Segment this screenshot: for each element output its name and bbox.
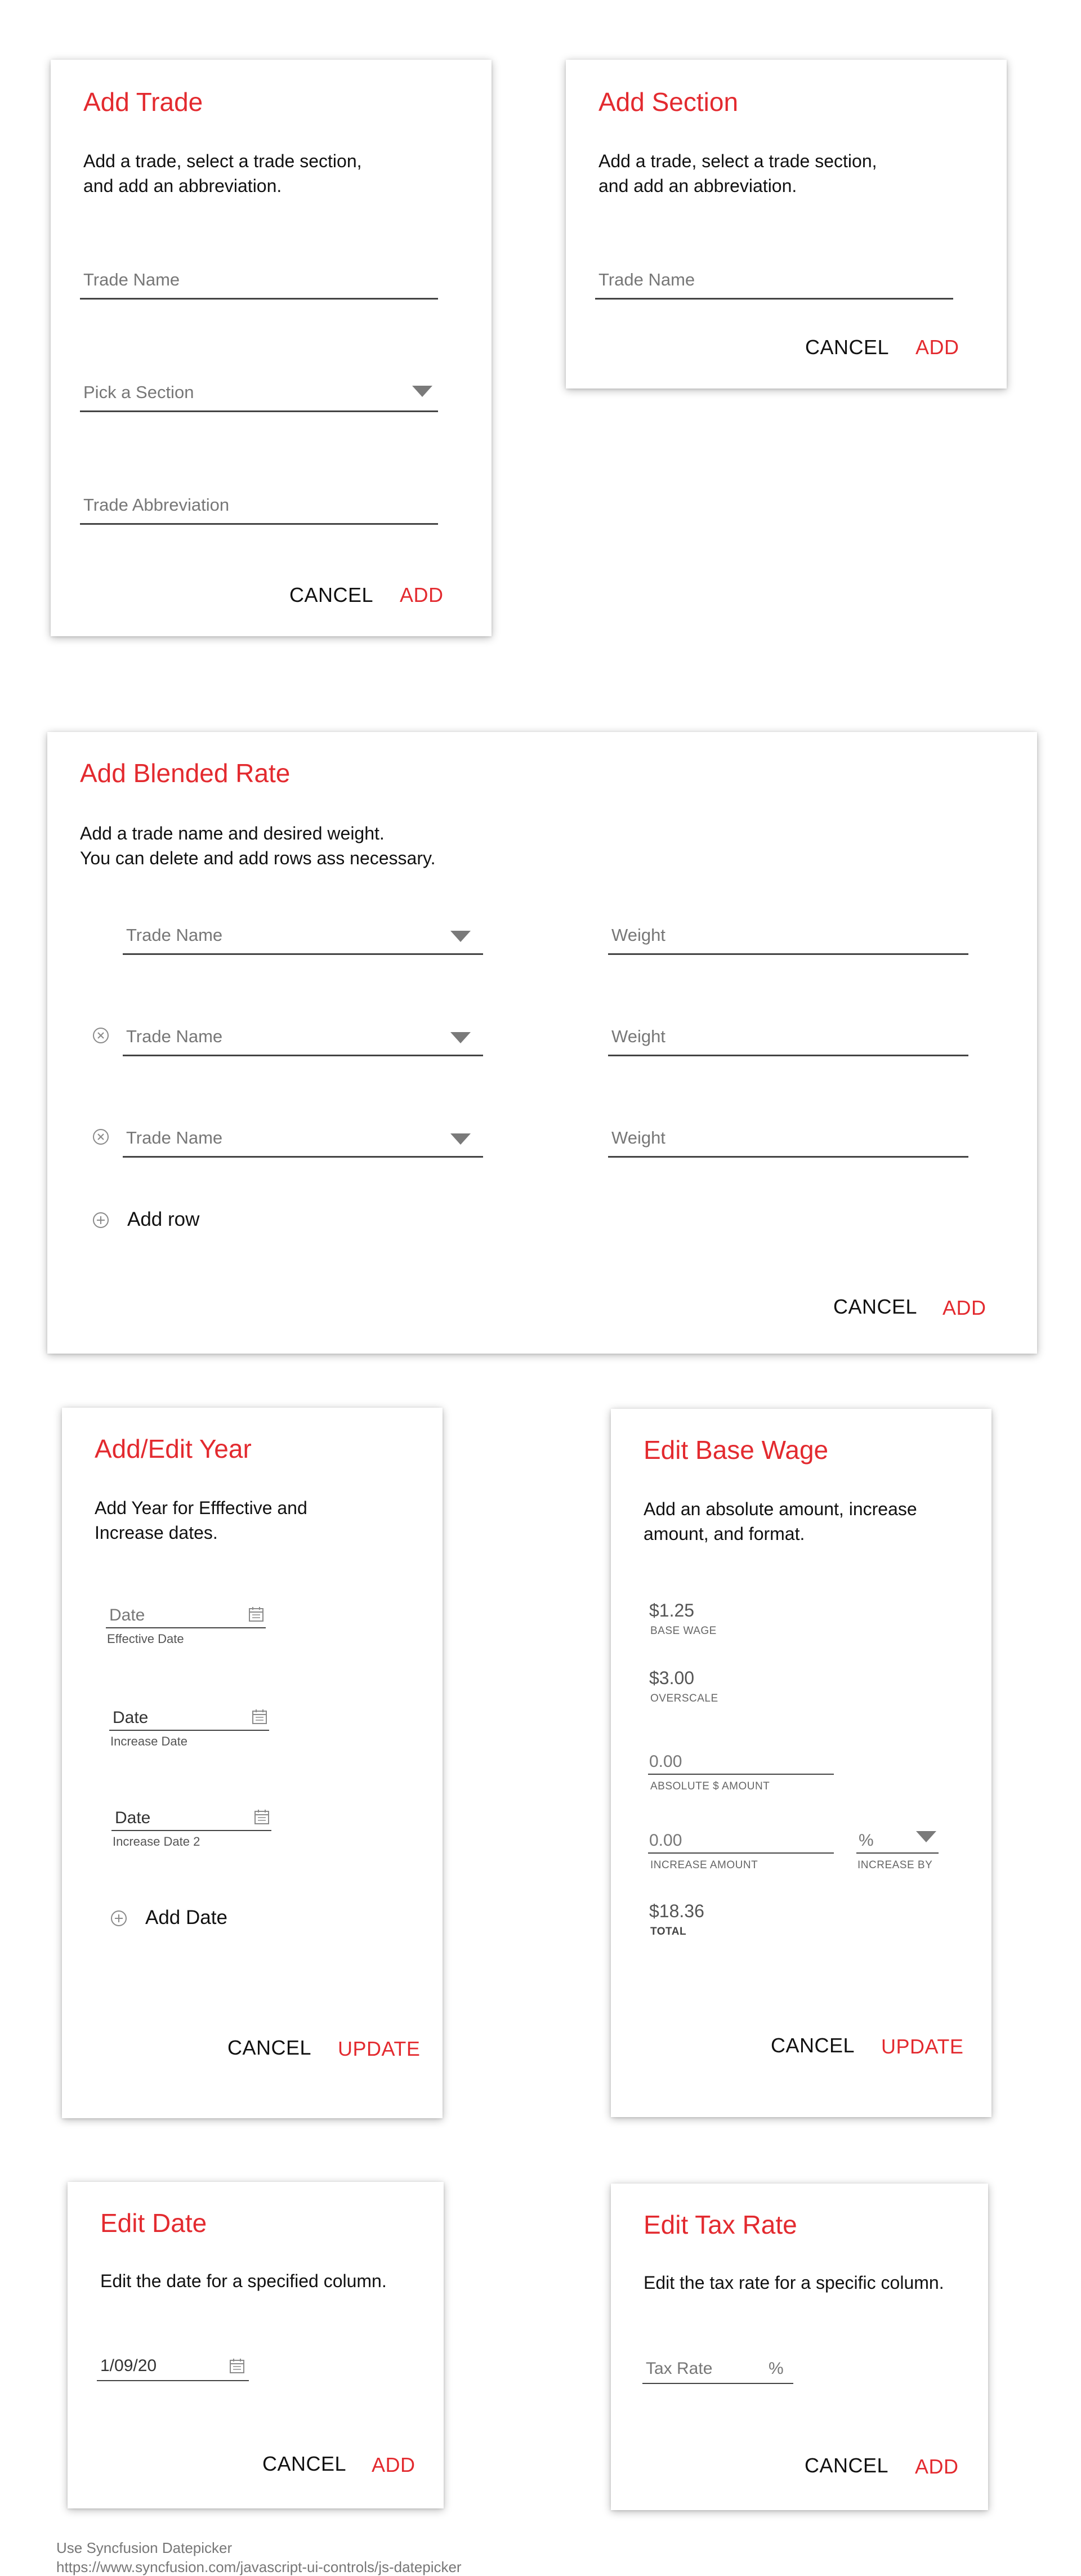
add-button[interactable]: ADD [915, 2455, 959, 2478]
dialog-description-line1: Add a trade name and desired weight. [80, 823, 385, 843]
trade-name-select[interactable] [123, 1008, 483, 1056]
increase-amount-input[interactable] [648, 1822, 834, 1854]
edit-base-wage-dialog [611, 1409, 991, 2117]
dropdown-arrow-icon [450, 1133, 471, 1145]
cancel-button[interactable]: CANCEL [833, 1295, 918, 1318]
effective-date-label: Effective Date [107, 1632, 184, 1646]
dialog-description-line1: Add an absolute amount, increase [644, 1499, 917, 1519]
weight-input[interactable] [608, 907, 968, 955]
tax-rate-placeholder: Tax Rate [646, 2359, 713, 2378]
cancel-button[interactable]: CANCEL [227, 2036, 312, 2059]
increase-date-2-picker[interactable] [111, 1800, 271, 1831]
add-button[interactable]: ADD [400, 583, 444, 606]
base-wage-label: BASE WAGE [650, 1625, 717, 1637]
add-button[interactable]: ADD [942, 1296, 986, 1319]
increase-date-2-label: Increase Date 2 [113, 1834, 200, 1849]
add-date-button[interactable]: Add Date [145, 1907, 227, 1928]
remove-row-icon[interactable] [92, 1027, 109, 1044]
dropdown-arrow-icon [450, 1032, 471, 1043]
absolute-amount-label: ABSOLUTE $ AMOUNT [650, 1780, 770, 1792]
dialog-title: Add Section [598, 87, 739, 117]
dropdown-arrow-icon [412, 386, 432, 397]
add-blended-rate-dialog [47, 732, 1037, 1354]
trade-name-select[interactable] [123, 907, 483, 955]
increase-by-select[interactable] [856, 1822, 939, 1854]
edit-date-dialog [68, 2182, 444, 2508]
add-row-button[interactable]: Add row [127, 1208, 200, 1230]
dialog-description: Edit the date for a specified column. [100, 2271, 387, 2291]
trade-name-input[interactable] [595, 251, 953, 300]
base-wage-value: $1.25 [649, 1600, 695, 1620]
trade-name-placeholder: Trade Name [126, 925, 223, 945]
calendar-icon[interactable] [248, 1606, 265, 1623]
cancel-button[interactable]: CANCEL [262, 2452, 347, 2475]
dialog-description-line1: Add a trade, select a trade section, [598, 151, 877, 171]
trade-name-placeholder: Trade Name [83, 270, 180, 289]
date-placeholder: Date [113, 1708, 149, 1727]
update-button[interactable]: UPDATE [338, 2037, 421, 2060]
date-placeholder: Date [109, 1606, 145, 1624]
trade-name-select[interactable] [123, 1109, 483, 1158]
add-button[interactable]: ADD [372, 2453, 416, 2476]
dialog-description-line1: Add a trade, select a trade section, [83, 151, 362, 171]
section-placeholder: Pick a Section [83, 382, 194, 402]
date-placeholder: Date [115, 1809, 151, 1827]
dialog-description-line2: amount, and format. [644, 1524, 805, 1544]
increase-by-value: % [859, 1831, 874, 1850]
increase-amount-value: 0.00 [649, 1831, 682, 1850]
dialog-title: Add Blended Rate [80, 758, 291, 788]
dialog-description-line2: You can delete and add rows ass necessary. [80, 848, 436, 868]
cancel-button[interactable]: CANCEL [805, 336, 890, 359]
weight-placeholder: Weight [611, 925, 665, 945]
footnote-link[interactable]: https://www.syncfusion.com/javascript-ui-controls/js-datepicker [56, 2559, 462, 2575]
date-picker[interactable] [97, 2350, 249, 2381]
increase-amount-label: INCREASE AMOUNT [650, 1859, 758, 1871]
cancel-button[interactable]: CANCEL [771, 2034, 855, 2057]
percent-suffix: % [769, 2359, 784, 2378]
cancel-button[interactable]: CANCEL [289, 583, 374, 606]
dialog-description: Edit the tax rate for a specific column. [644, 2273, 944, 2293]
weight-input[interactable] [608, 1008, 968, 1056]
dialog-title: Edit Base Wage [644, 1435, 829, 1465]
calendar-icon[interactable] [253, 1809, 270, 1825]
increase-by-label: INCREASE BY [857, 1859, 933, 1871]
overscale-value: $3.00 [649, 1668, 695, 1688]
total-value: $18.36 [649, 1901, 704, 1921]
date-value: 1/09/20 [100, 2356, 157, 2375]
add-trade-dialog [51, 60, 492, 636]
update-button[interactable]: UPDATE [881, 2035, 964, 2058]
absolute-amount-input[interactable] [648, 1743, 834, 1775]
tax-rate-input[interactable] [642, 2352, 793, 2384]
add-button[interactable]: ADD [915, 336, 959, 359]
increase-date-picker[interactable] [109, 1699, 269, 1731]
trade-name-placeholder: Trade Name [598, 270, 695, 289]
add-section-dialog [566, 60, 1007, 389]
calendar-icon[interactable] [229, 2358, 245, 2374]
total-label: TOTAL [650, 1926, 687, 1937]
trade-name-input[interactable] [80, 251, 438, 300]
add-circle-icon[interactable] [92, 1212, 109, 1229]
dialog-description-line2: and add an abbreviation. [598, 176, 797, 196]
dialog-title: Add/Edit Year [95, 1434, 252, 1463]
trade-name-placeholder: Trade Name [126, 1026, 223, 1046]
dialog-description-line2: Increase dates. [95, 1523, 218, 1543]
dialog-title: Edit Date [100, 2208, 207, 2238]
footnote-line1: Use Syncfusion Datepicker [56, 2539, 233, 2556]
edit-tax-rate-dialog [611, 2184, 988, 2510]
remove-row-icon[interactable] [92, 1128, 109, 1145]
trade-abbreviation-input[interactable] [80, 476, 438, 525]
effective-date-picker[interactable] [106, 1597, 266, 1628]
weight-input[interactable] [608, 1109, 968, 1158]
add-circle-icon[interactable] [110, 1910, 127, 1927]
dialog-description-line1: Add Year for Efffective and [95, 1498, 307, 1518]
dropdown-arrow-icon [450, 931, 471, 942]
dialog-description-line2: and add an abbreviation. [83, 176, 282, 196]
add-edit-year-dialog [62, 1408, 443, 2118]
weight-placeholder: Weight [611, 1026, 665, 1046]
abbreviation-placeholder: Trade Abbreviation [83, 495, 230, 515]
weight-placeholder: Weight [611, 1128, 665, 1148]
absolute-amount-value: 0.00 [649, 1752, 682, 1771]
overscale-label: OVERSCALE [650, 1693, 718, 1704]
increase-date-label: Increase Date [110, 1734, 187, 1748]
calendar-icon[interactable] [251, 1708, 268, 1725]
dialog-title: Add Trade [83, 87, 203, 117]
trade-name-placeholder: Trade Name [126, 1128, 223, 1148]
dialog-title: Edit Tax Rate [644, 2210, 797, 2239]
cancel-button[interactable]: CANCEL [805, 2454, 889, 2477]
section-select[interactable] [80, 364, 438, 412]
dropdown-arrow-icon [916, 1831, 936, 1842]
